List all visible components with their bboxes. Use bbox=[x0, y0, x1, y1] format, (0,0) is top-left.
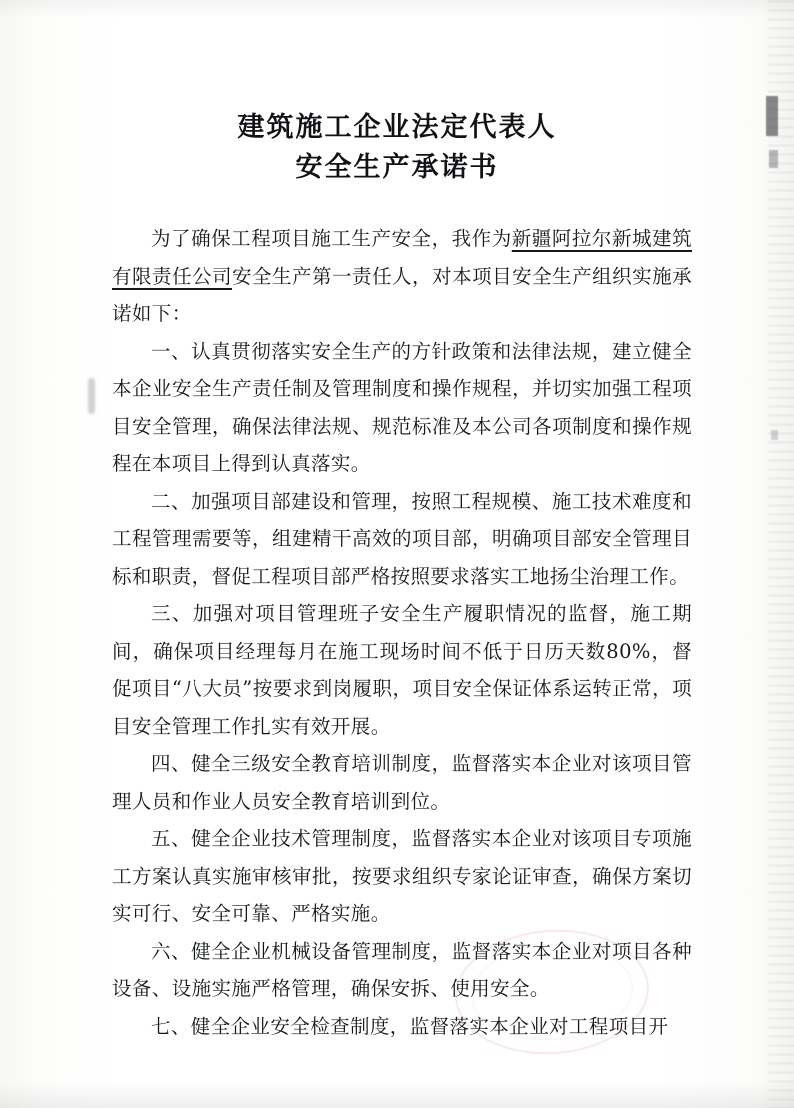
title-line-1: 建筑施工企业法定代表人 bbox=[237, 112, 557, 143]
document-title bbox=[0, 108, 794, 188]
page-bottom-shadow bbox=[0, 1082, 794, 1108]
intro-after: 安全生产第一责任人，对本项目安全生产组织实施承诺如下： bbox=[112, 264, 693, 325]
clause-6: 六、健全企业机械设备管理制度，监督落实本企业对项目各种设备、设施实施严格管理，确保安拆、使用安全。 bbox=[112, 939, 692, 1000]
clause-2: 二、加强项目部建设和管理，按照工程规模、施工技术难度和工程管理需要等，组建精干高效的项目部，明确项目部安全管理目标和职责，督促工程项目部严格按照要求落实工地扬尘治理工作。 bbox=[112, 489, 692, 588]
clause-1: 一、认真贯彻落实安全生产的方针政策和法律法规，建立健全本企业安全生产责任制及管理制度和操作规程，并切实加强工程项目安全管理，确保法律法规、规范标准及本公司各项制度和操作规程在本项目上得到认真落实。 bbox=[112, 339, 692, 475]
intro-paragraph bbox=[112, 220, 692, 333]
intro-before: 为了确保工程项目施工生产安全，我作为 bbox=[151, 227, 512, 250]
clause-4: 四、健全三级安全教育培训制度，监督落实本企业对该项目管理人员和作业人员安全教育培训到位。 bbox=[112, 752, 692, 813]
clause-5: 五、健全企业技术管理制度，监督落实本企业对该项目专项施工方案认真实施审核审批，按要求组织专家论证审查，确保方案切实可行、安全可靠、严格实施。 bbox=[112, 827, 692, 925]
clause-3: 三、加强对项目管理班子安全生产履职情况的监督，施工期间，确保项目经理每月在施工现场时间不低于日历天数80%，督促项目“八大员”按要求到岗履职，项目安全保证体系运转正常，项目安全管理工作扎实有效开展。 bbox=[112, 602, 692, 738]
company-name-fillin: 新疆阿拉尔新城建筑有限责任公司 bbox=[112, 227, 693, 288]
clause-7: 七、健全企业安全检查制度，监督落实本企业对工程项目开 bbox=[151, 1014, 669, 1038]
title-line-2: 安全生产承诺书 bbox=[295, 152, 499, 183]
document-body bbox=[112, 220, 692, 1045]
